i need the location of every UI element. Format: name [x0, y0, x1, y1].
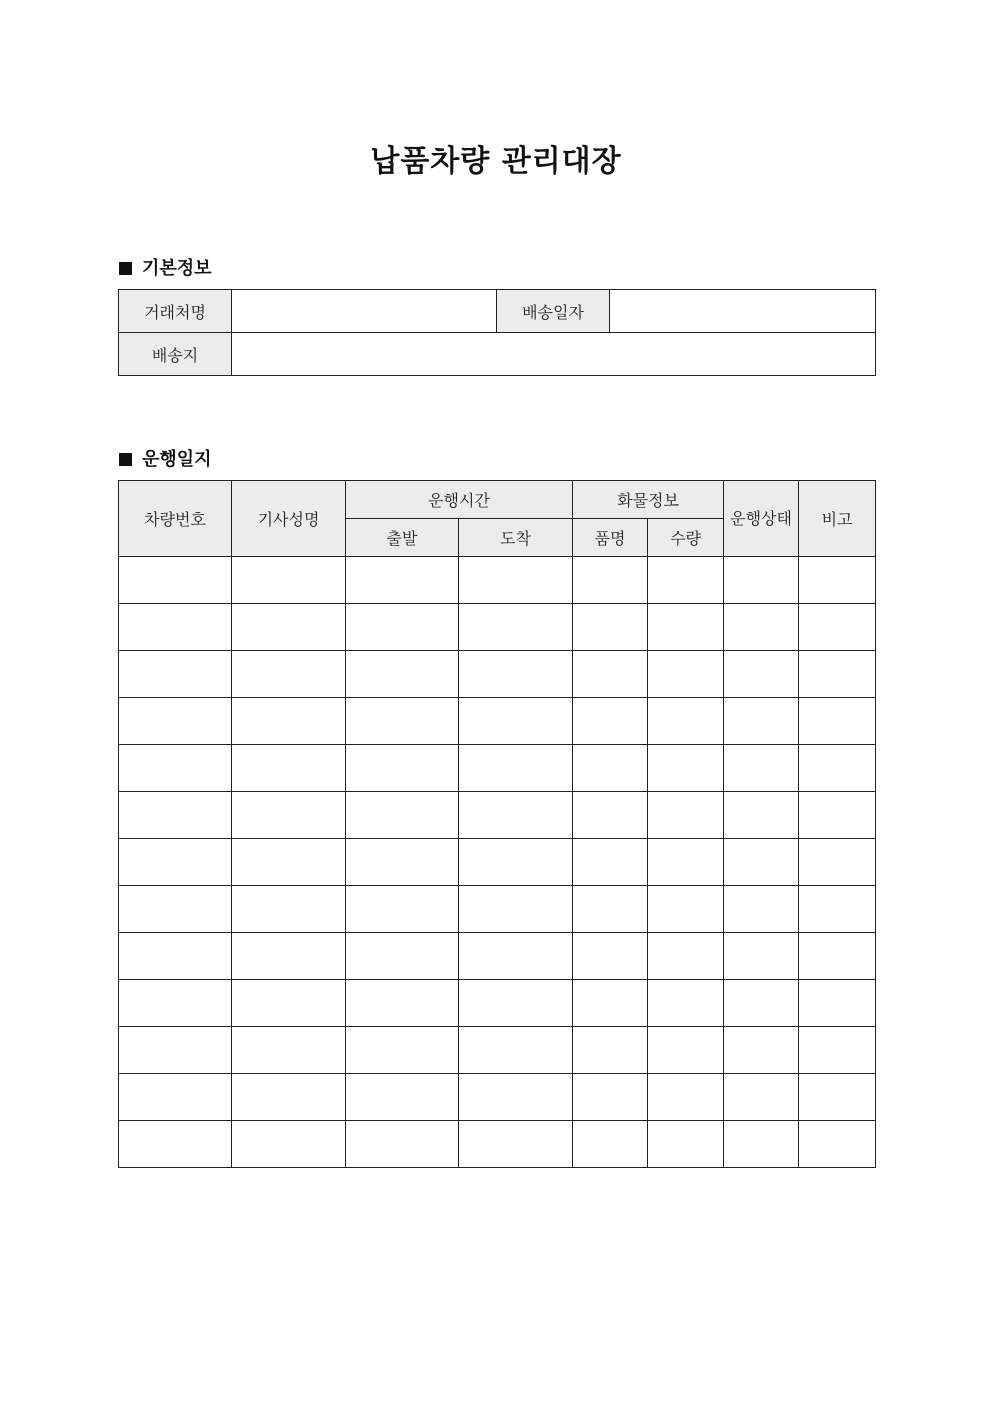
vehicle-no-cell[interactable]: [119, 792, 232, 839]
departure-cell[interactable]: [346, 886, 459, 933]
quantity-cell[interactable]: [648, 557, 724, 604]
item-name-cell[interactable]: [573, 839, 648, 886]
quantity-header: 수량: [648, 519, 724, 557]
item-name-cell[interactable]: [573, 557, 648, 604]
departure-header: 출발: [346, 519, 459, 557]
vehicle-no-cell[interactable]: [119, 745, 232, 792]
remarks-cell[interactable]: [799, 651, 876, 698]
status-cell[interactable]: [724, 745, 799, 792]
driver-name-cell[interactable]: [232, 839, 346, 886]
log-heading: [119, 445, 212, 471]
quantity-cell[interactable]: [648, 1074, 724, 1121]
table-row: [119, 604, 876, 651]
vehicle-no-cell[interactable]: [119, 886, 232, 933]
log-body: [119, 557, 876, 1168]
driver-name-cell[interactable]: [232, 980, 346, 1027]
table-row: [119, 1121, 876, 1168]
item-name-cell[interactable]: [573, 792, 648, 839]
arrival-cell[interactable]: [459, 839, 573, 886]
delivery-date-field[interactable]: [610, 290, 876, 333]
driver-name-cell[interactable]: [232, 604, 346, 651]
driver-name-cell[interactable]: [232, 1074, 346, 1121]
quantity-cell[interactable]: [648, 839, 724, 886]
table-row: [119, 1027, 876, 1074]
vehicle-no-cell[interactable]: [119, 980, 232, 1027]
operation-time-header: 운행시간: [346, 481, 573, 519]
remarks-cell[interactable]: [799, 745, 876, 792]
status-cell[interactable]: [724, 886, 799, 933]
destination-label: 배송지: [119, 333, 232, 376]
table-row: [119, 839, 876, 886]
square-bullet-icon: [119, 453, 132, 466]
vehicle-no-cell[interactable]: [119, 1121, 232, 1168]
quantity-cell[interactable]: [648, 886, 724, 933]
departure-cell[interactable]: [346, 980, 459, 1027]
quantity-cell[interactable]: [648, 1121, 724, 1168]
remarks-cell[interactable]: [799, 557, 876, 604]
item-name-cell[interactable]: [573, 698, 648, 745]
remarks-cell[interactable]: [799, 839, 876, 886]
departure-cell[interactable]: [346, 839, 459, 886]
table-row: [119, 651, 876, 698]
driver-name-cell[interactable]: [232, 886, 346, 933]
arrival-cell[interactable]: [459, 604, 573, 651]
item-name-cell[interactable]: [573, 980, 648, 1027]
arrival-cell[interactable]: [459, 557, 573, 604]
arrival-cell[interactable]: [459, 698, 573, 745]
departure-cell[interactable]: [346, 745, 459, 792]
table-row: [119, 745, 876, 792]
delivery-date-label: 배송일자: [497, 290, 610, 333]
driver-name-header: 기사성명: [232, 481, 346, 557]
status-cell[interactable]: [724, 604, 799, 651]
driver-name-cell[interactable]: [232, 557, 346, 604]
log-heading-text: 운행일지: [142, 449, 212, 470]
arrival-cell[interactable]: [459, 933, 573, 980]
item-name-cell[interactable]: [573, 1121, 648, 1168]
table-row: [119, 698, 876, 745]
status-header: 운행상태: [724, 481, 799, 557]
table-row: [119, 886, 876, 933]
remarks-cell[interactable]: [799, 604, 876, 651]
status-cell[interactable]: [724, 1027, 799, 1074]
departure-cell[interactable]: [346, 1074, 459, 1121]
quantity-cell[interactable]: [648, 651, 724, 698]
departure-cell[interactable]: [346, 604, 459, 651]
vehicle-no-cell[interactable]: [119, 1074, 232, 1121]
operation-log-table: [118, 480, 876, 1168]
vehicle-no-header: 차량번호: [119, 481, 232, 557]
status-cell[interactable]: [724, 651, 799, 698]
basic-info-table: [118, 289, 876, 376]
table-row: [119, 1074, 876, 1121]
vehicle-no-cell[interactable]: [119, 933, 232, 980]
status-cell[interactable]: [724, 980, 799, 1027]
arrival-cell[interactable]: [459, 886, 573, 933]
table-row: [119, 557, 876, 604]
remarks-cell[interactable]: [799, 1074, 876, 1121]
driver-name-cell[interactable]: [232, 1027, 346, 1074]
square-bullet-icon: [119, 262, 132, 275]
driver-name-cell[interactable]: [232, 792, 346, 839]
remarks-cell[interactable]: [799, 886, 876, 933]
destination-field[interactable]: [232, 333, 876, 376]
cargo-info-header: 화물정보: [573, 481, 724, 519]
departure-cell[interactable]: [346, 792, 459, 839]
remarks-cell[interactable]: [799, 980, 876, 1027]
item-name-cell[interactable]: [573, 604, 648, 651]
quantity-cell[interactable]: [648, 980, 724, 1027]
status-cell[interactable]: [724, 933, 799, 980]
item-name-cell[interactable]: [573, 651, 648, 698]
quantity-cell[interactable]: [648, 698, 724, 745]
client-label: 거래처명: [119, 290, 232, 333]
status-cell[interactable]: [724, 792, 799, 839]
driver-name-cell[interactable]: [232, 698, 346, 745]
arrival-cell[interactable]: [459, 792, 573, 839]
quantity-cell[interactable]: [648, 604, 724, 651]
driver-name-cell[interactable]: [232, 933, 346, 980]
arrival-cell[interactable]: [459, 1074, 573, 1121]
item-name-header: 품명: [573, 519, 648, 557]
remarks-cell[interactable]: [799, 792, 876, 839]
vehicle-no-cell[interactable]: [119, 1027, 232, 1074]
arrival-cell[interactable]: [459, 651, 573, 698]
remarks-cell[interactable]: [799, 933, 876, 980]
quantity-cell[interactable]: [648, 933, 724, 980]
quantity-cell[interactable]: [648, 745, 724, 792]
basic-info-heading: [119, 254, 212, 280]
departure-cell[interactable]: [346, 933, 459, 980]
table-row: [119, 933, 876, 980]
vehicle-no-cell[interactable]: [119, 651, 232, 698]
quantity-cell[interactable]: [648, 1027, 724, 1074]
driver-name-cell[interactable]: [232, 651, 346, 698]
remarks-cell[interactable]: [799, 1121, 876, 1168]
departure-cell[interactable]: [346, 1027, 459, 1074]
driver-name-cell[interactable]: [232, 1121, 346, 1168]
status-cell[interactable]: [724, 698, 799, 745]
page-title: 납품차량 관리대장: [370, 144, 622, 179]
status-cell[interactable]: [724, 839, 799, 886]
arrival-header: 도착: [459, 519, 573, 557]
remarks-cell[interactable]: [799, 698, 876, 745]
arrival-cell[interactable]: [459, 1027, 573, 1074]
basic-info-heading-text: 기본정보: [142, 258, 212, 279]
departure-cell[interactable]: [346, 698, 459, 745]
table-row: [119, 792, 876, 839]
driver-name-cell[interactable]: [232, 745, 346, 792]
status-cell[interactable]: [724, 1121, 799, 1168]
item-name-cell[interactable]: [573, 745, 648, 792]
vehicle-no-cell[interactable]: [119, 839, 232, 886]
departure-cell[interactable]: [346, 1121, 459, 1168]
item-name-cell[interactable]: [573, 1074, 648, 1121]
arrival-cell[interactable]: [459, 1121, 573, 1168]
arrival-cell[interactable]: [459, 745, 573, 792]
item-name-cell[interactable]: [573, 1027, 648, 1074]
remarks-header: 비고: [799, 481, 876, 557]
departure-cell[interactable]: [346, 651, 459, 698]
item-name-cell[interactable]: [573, 886, 648, 933]
arrival-cell[interactable]: [459, 980, 573, 1027]
vehicle-no-cell[interactable]: [119, 557, 232, 604]
status-cell[interactable]: [724, 1074, 799, 1121]
status-cell[interactable]: [724, 557, 799, 604]
departure-cell[interactable]: [346, 557, 459, 604]
vehicle-no-cell[interactable]: [119, 604, 232, 651]
client-field[interactable]: [232, 290, 497, 333]
quantity-cell[interactable]: [648, 792, 724, 839]
item-name-cell[interactable]: [573, 933, 648, 980]
vehicle-no-cell[interactable]: [119, 698, 232, 745]
remarks-cell[interactable]: [799, 1027, 876, 1074]
table-row: [119, 980, 876, 1027]
